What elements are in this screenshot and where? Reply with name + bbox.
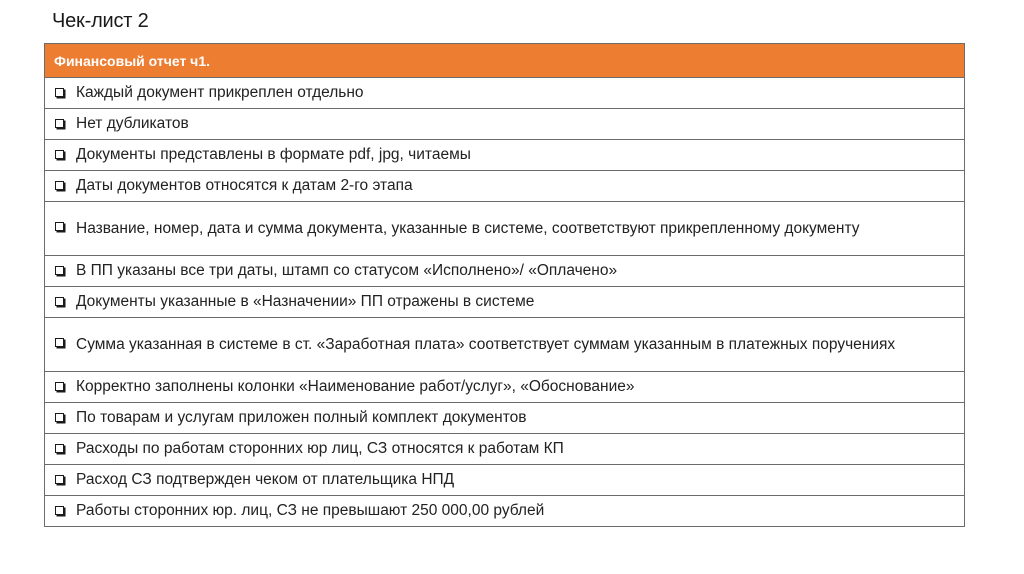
list-item [54,502,956,520]
checkbox-icon[interactable] [55,382,64,391]
table-row [45,318,965,372]
item-text: Сумма указанная в системе в ст. «Заработная плата» соответствует суммам указанным в платежных поручениях [76,335,896,353]
table-row [45,202,965,256]
checkbox-icon[interactable] [55,475,64,484]
checklist-table [44,43,965,527]
table-row [45,372,965,403]
checkbox-icon[interactable] [55,119,64,128]
table-row [45,403,965,434]
item-text: Даты документов относятся к датам 2-го этапа [76,177,413,194]
table-row [45,496,965,527]
list-item [54,262,956,280]
table-row [45,140,965,171]
checkbox-icon[interactable] [55,444,64,453]
item-text: Документы указанные в «Назначении» ПП отражены в системе [76,293,535,310]
table-row [45,78,965,109]
page-title: Чек-лист 2 [52,10,149,32]
item-text: По товарам и услугам приложен полный комплект документов [76,409,527,426]
checkbox-icon[interactable] [55,338,64,347]
checkbox-icon[interactable] [55,266,64,275]
list-item [54,146,956,164]
list-item [54,409,956,427]
list-item [54,378,956,396]
item-text: Каждый документ прикреплен отдельно [76,84,364,101]
table-row [45,465,965,496]
list-item [54,334,956,356]
table-header: Финансовый отчет ч1. [45,44,965,78]
item-text: Расход СЗ подтвержден чеком от плательщика НПД [76,471,455,488]
checkbox-icon[interactable] [55,88,64,97]
list-item [54,471,956,489]
list-item [54,218,956,240]
table-header-row [45,44,965,78]
list-item [54,440,956,458]
list-item [54,84,956,102]
list-item [54,115,956,133]
item-text: Корректно заполнены колонки «Наименование работ/услуг», «Обоснование» [76,378,635,395]
checkbox-icon[interactable] [55,150,64,159]
table-row [45,434,965,465]
list-item [54,293,956,311]
item-text: Нет дубликатов [76,115,189,132]
table-row [45,109,965,140]
item-text: В ПП указаны все три даты, штамп со статусом «Исполнено»/ «Оплачено» [76,262,618,279]
table-row [45,256,965,287]
item-text: Расходы по работам сторонних юр лиц, СЗ относятся к работам КП [76,440,564,457]
checkbox-icon[interactable] [55,222,64,231]
checkbox-icon[interactable] [55,181,64,190]
checkbox-icon[interactable] [55,297,64,306]
item-text: Документы представлены в формате pdf, jpg, читаемы [76,146,471,163]
item-text: Название, номер, дата и сумма документа, указанные в системе, соответствуют прикрепленному документу [76,219,860,237]
table-row [45,287,965,318]
checkbox-icon[interactable] [55,506,64,515]
item-text: Работы сторонних юр. лиц, СЗ не превышают 250 000,00 рублей [76,502,545,519]
table-row [45,171,965,202]
list-item [54,177,956,195]
checkbox-icon[interactable] [55,413,64,422]
